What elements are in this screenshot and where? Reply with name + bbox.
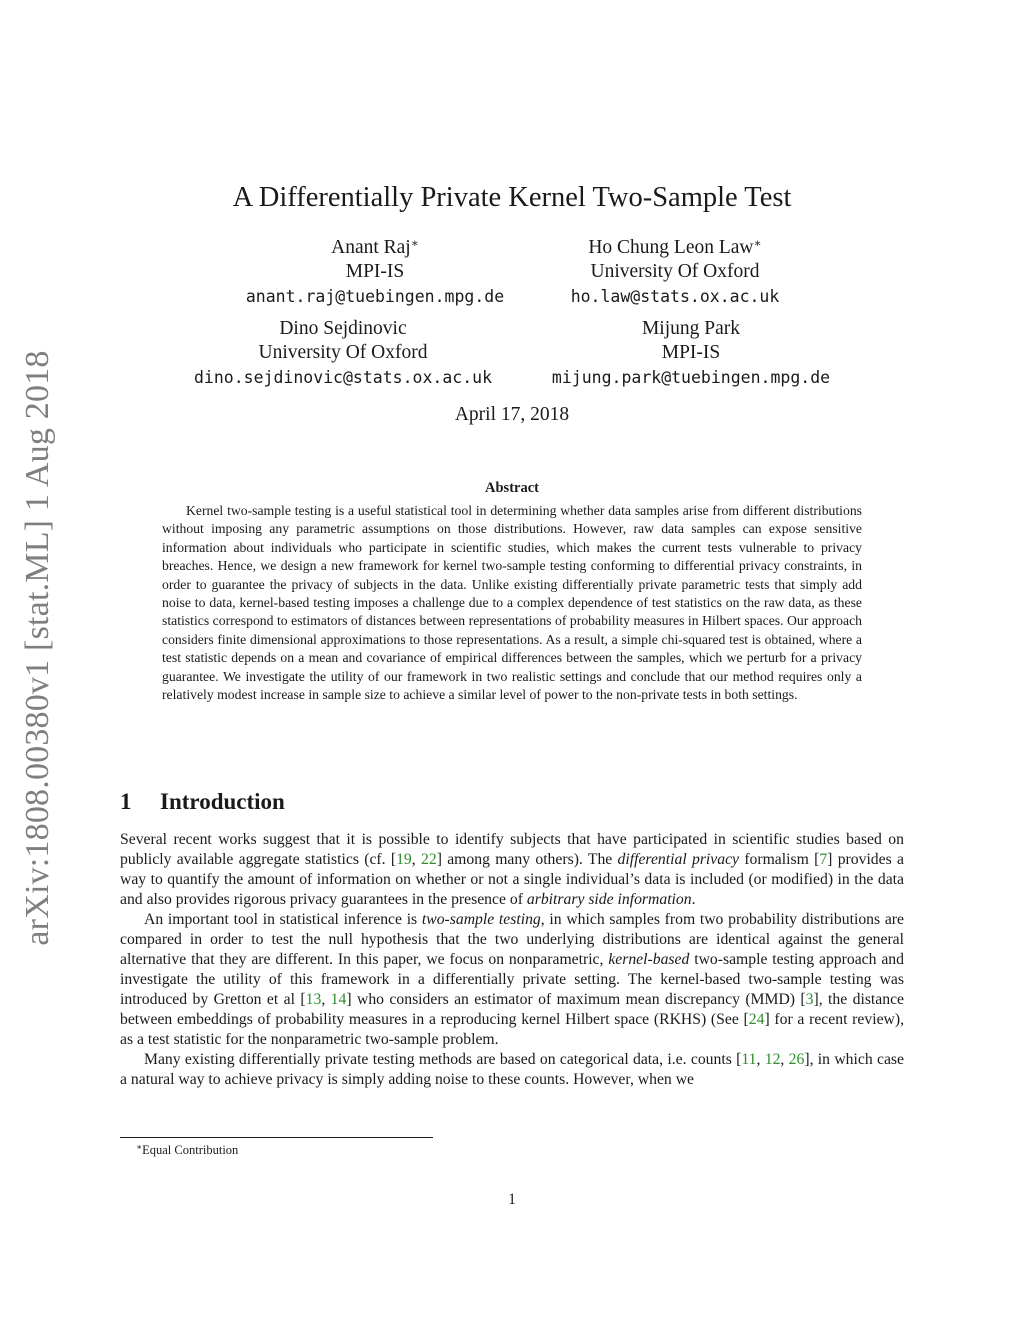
abstract-text: Kernel two-sample testing is a useful statistical tool in determining whether data samples arise from different distributions without imposing any parametric assumptions on those distributions. However, raw data samples can expose sensitive information about individuals who participate in scientific studies, which makes the current tests vulnerable to privacy breaches. Hence, we design a new framework for kernel two-sample testing conforming to differential privacy constraints, in order to guarantee the privacy of subjects in the data. Unlike existing differentially private parametric tests that simply add noise to data, kernel-based testing imposes a challenge due to a complex dependence of test statistics on the raw data, as these statistics correspond to estimators of distances between representations of probability measures in Hilbert spaces. Our approach considers finite dimensional approximations to those representations. As a result, a simple chi-squared test is obtained, where a test statistic depends on a mean and covariance of empirical differences between the samples, which we perturb for a privacy guarantee. We investigate the utility of our framework in two realistic settings and conclude that our method requires only a relatively modest increase in sample size to achieve a similar level of power to the non-private tests in both settings. (162, 503, 862, 703)
citation-link[interactable]: 26 (788, 1051, 805, 1068)
paragraph: An important tool in statistical inference is two-sample testing, in which samples from two probability distributions are compared in order to test the null hypothesis that the two underlying distributions are identical against the general alternative that they are different. In this paper, we focus on nonparametric, kernel-based two-sample testing approach and investigate the utility of this framework in a differentially private setting. The kernel-based two-sample testing was introduced by Gretton et al [13, 14] who considers an estimator of maximum mean discrepancy (MMD) [3], the distance between embeddings of probability measures in a reproducing kernel Hilbert space (RKHS) (See [24] for a recent review), as a test statistic for the nonparametric two-sample problem. (120, 911, 905, 1048)
citation-link[interactable]: 22 (421, 851, 437, 868)
author-affiliation: MPI-IS (661, 342, 721, 363)
citation-link[interactable]: 13 (305, 991, 322, 1008)
author-email: anant.raj@tuebingen.mpg.de (245, 287, 505, 306)
citation-link[interactable]: 14 (330, 991, 347, 1008)
citation-link[interactable]: 7 (819, 851, 828, 868)
abstract-heading: Abstract (485, 480, 539, 496)
arxiv-stamp: arXiv:1808.00380v1 [stat.ML] 1 Aug 2018 (19, 350, 56, 946)
footnote-divider (120, 1137, 433, 1138)
author-affiliation: University Of Oxford (590, 261, 760, 282)
citation-link[interactable]: 11 (741, 1051, 757, 1068)
section-number: 1 (120, 789, 132, 814)
author-name: Mijung Park (641, 318, 741, 339)
author-block (465, 236, 885, 309)
author-name: Dino Sejdinovic (279, 318, 407, 339)
section-title: Introduction (160, 789, 285, 814)
citation-link[interactable]: 3 (805, 991, 814, 1008)
author-affiliation: University Of Oxford (258, 342, 428, 363)
citation-link[interactable]: 12 (764, 1051, 781, 1068)
page-number: 1 (508, 1191, 516, 1208)
author-block (481, 317, 901, 390)
footnote: ∗Equal Contribution (136, 1142, 239, 1157)
citation-link[interactable]: 24 (748, 1011, 765, 1028)
paragraph: Many existing differentially private testing methods are based on categorical data, i.e. counts [11, 12, 26], in which case a natural way to achieve privacy is simply adding noise to these counts. However, when we (120, 1051, 904, 1088)
author-email: dino.sejdinovic@stats.ox.ac.uk (193, 368, 492, 387)
author-name: Ho Chung Leon Law∗ (588, 236, 762, 258)
paper-date: April 17, 2018 (454, 404, 570, 425)
paragraph: Several recent works suggest that it is possible to identify subjects that have participated in scientific studies based on publicly available aggregate statistics (cf. [19, 22] among many others). The differential privacy formalism [7] provides a way to quantify the amount of information on whether or not a single individual’s data is included (or modified) in the data and also provides rigorous privacy guarantees in the presence of arbitrary side information. (120, 831, 904, 908)
author-name: Anant Raj∗ (331, 236, 419, 258)
author-affiliation: MPI-IS (345, 261, 405, 282)
author-email: ho.law@stats.ox.ac.uk (570, 287, 780, 306)
paper-title: A Differentially Private Kernel Two-Sample Test (232, 182, 792, 213)
body-text (120, 830, 904, 1090)
citation-link[interactable]: 19 (396, 851, 412, 868)
author-email: mijung.park@tuebingen.mpg.de (551, 368, 831, 387)
section-heading (120, 788, 285, 816)
